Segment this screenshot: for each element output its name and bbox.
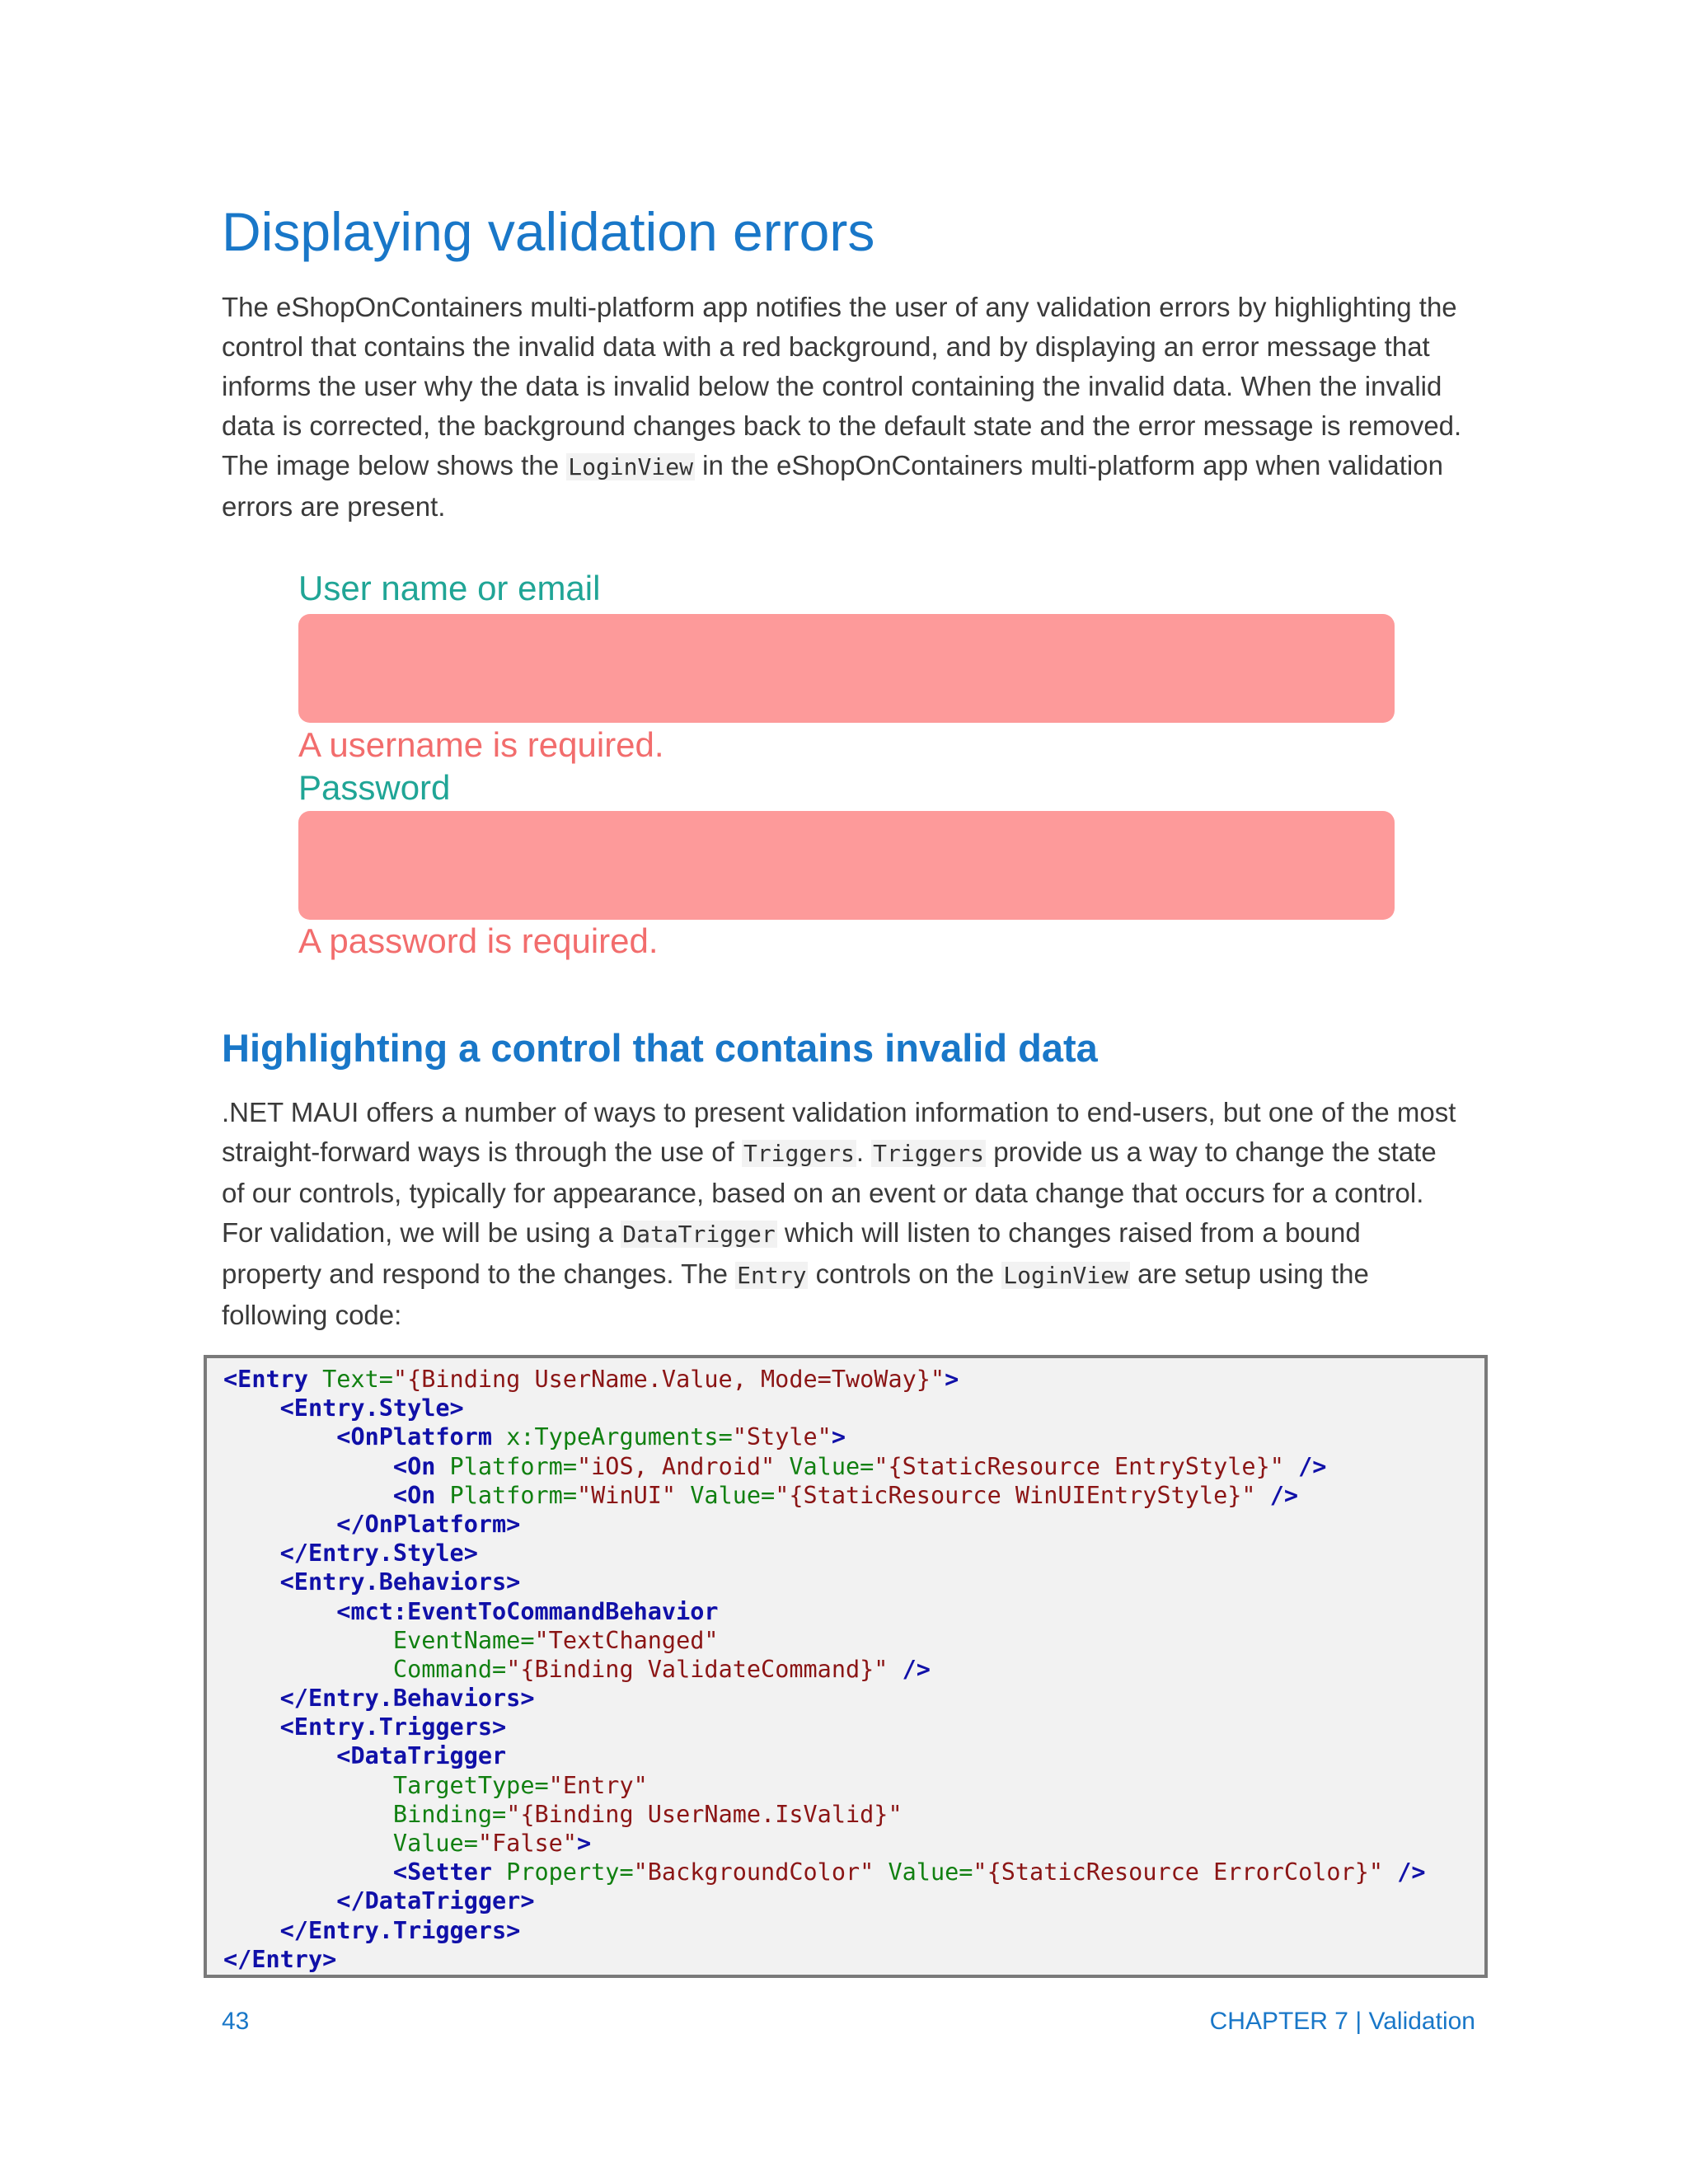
- code-token: Command=: [392, 1655, 507, 1683]
- code-token: />: [1283, 1452, 1327, 1480]
- inline-code-triggers-2: Triggers: [873, 1140, 985, 1167]
- inline-code-triggers: Triggers: [743, 1140, 855, 1167]
- code-token: Binding=: [392, 1800, 507, 1828]
- code-token: [223, 1598, 336, 1625]
- code-token: [223, 1453, 393, 1480]
- code-token: Platform=: [435, 1452, 577, 1480]
- code-token: </Entry.Style>: [279, 1540, 478, 1568]
- code-token: "{Binding ValidateCommand}": [506, 1655, 889, 1683]
- inline-code-datatrigger: DataTrigger: [622, 1221, 776, 1248]
- code-token: >: [576, 1830, 592, 1857]
- login-validation-figure: [298, 569, 1395, 981]
- code-token: />: [1383, 1858, 1426, 1886]
- code-line: [223, 1684, 1484, 1713]
- code-token: [223, 1742, 336, 1769]
- code-token: Value=: [775, 1452, 874, 1480]
- code-line: [223, 1829, 1484, 1858]
- code-line: [223, 1858, 1484, 1886]
- code-token: [223, 1801, 393, 1828]
- code-token: [223, 1568, 280, 1596]
- chapter-number: CHAPTER 7: [1209, 2008, 1348, 2035]
- code-token: [223, 1917, 280, 1944]
- chapter-footer: [1210, 2008, 1475, 2036]
- code-token: <mct:EventToCommandBehavior: [336, 1597, 719, 1625]
- code-token: <Entry.Triggers>: [279, 1713, 507, 1741]
- code-token: />: [1255, 1481, 1299, 1509]
- code-token: "{StaticResource ErrorColor}": [973, 1858, 1384, 1886]
- page-number: 43: [222, 2008, 250, 2035]
- code-line: [223, 1626, 1484, 1655]
- xaml-code-block: [204, 1355, 1488, 1978]
- intro-text-2: in the eShopOnContainers multi-platform app when validation errors are present.: [222, 450, 1443, 522]
- code-line: [223, 1481, 1484, 1510]
- section-text-4: which will listen to changes raised from a bound property and respond to the changes. The: [222, 1217, 1361, 1289]
- code-token: [223, 1511, 336, 1538]
- code-token: [223, 1627, 393, 1654]
- code-token: Text=: [307, 1366, 393, 1393]
- intro-text-1: The eShopOnContainers multi-platform app notifies the user of any validation errors by highlighting the control that contains the invalid data with a red background, and by displaying an error message that informs the user why the data is invalid below the control containing the invalid data. When the invalid data is corrected, the background changes back to the default state and the error message is removed. The image below shows the: [222, 292, 1462, 480]
- code-line: [223, 1800, 1484, 1829]
- section-text-3: provide us a way to change the state of our controls, typically for appearance, based on an event or data change that occurs for a control. For validation, we will be using a: [222, 1137, 1437, 1248]
- inline-code-entry: Entry: [737, 1262, 807, 1289]
- code-token: Value=: [874, 1858, 973, 1886]
- code-token: [223, 1713, 280, 1741]
- code-token: <Entry.Behaviors>: [279, 1568, 521, 1596]
- code-line: [223, 1886, 1484, 1915]
- code-line: [223, 1452, 1484, 1481]
- code-line: [223, 1394, 1484, 1422]
- username-entry-field[interactable]: [298, 614, 1395, 723]
- code-line: [223, 1916, 1484, 1945]
- code-line: [223, 1365, 1484, 1394]
- code-token: [223, 1830, 393, 1857]
- code-line: [223, 1422, 1484, 1451]
- section-text-2: .: [856, 1137, 872, 1167]
- code-token: </DataTrigger>: [336, 1887, 535, 1915]
- code-token: Property=: [492, 1858, 634, 1886]
- section-text-6: are setup using the following code:: [222, 1258, 1369, 1330]
- username-error-message: A username is required.: [298, 725, 664, 764]
- code-token: [223, 1482, 393, 1509]
- code-token: TargetType=: [392, 1771, 549, 1799]
- code-token: "WinUI": [576, 1481, 677, 1509]
- code-token: "Style": [732, 1423, 832, 1451]
- section-paragraph: [222, 1093, 1466, 1335]
- code-token: <Entry: [223, 1366, 308, 1393]
- password-error-message: A password is required.: [298, 921, 659, 960]
- code-token: <OnPlatform: [336, 1423, 493, 1451]
- code-token: />: [888, 1655, 931, 1683]
- code-token: "BackgroundColor": [633, 1858, 874, 1886]
- code-token: </Entry>: [223, 1945, 337, 1973]
- chapter-title: Validation: [1368, 2008, 1475, 2035]
- code-line: [223, 1539, 1484, 1568]
- code-token: [223, 1423, 336, 1451]
- code-token: [223, 1656, 393, 1683]
- code-token: [223, 1772, 393, 1799]
- code-line: [223, 1741, 1484, 1770]
- code-token: "{StaticResource EntryStyle}": [874, 1452, 1284, 1480]
- password-label: Password: [298, 768, 451, 807]
- inline-code-loginview: LoginView: [568, 453, 693, 480]
- code-token: "{StaticResource WinUIEntryStyle}": [775, 1481, 1256, 1509]
- code-token: <On: [392, 1452, 436, 1480]
- code-token: [223, 1858, 393, 1886]
- code-line: [223, 1655, 1484, 1684]
- section-text-5: controls on the: [808, 1258, 1002, 1289]
- section-heading: Highlighting a control that contains invalid data: [222, 1026, 1098, 1070]
- code-token: >: [831, 1423, 846, 1451]
- code-token: "{Binding UserName.Value, Mode=TwoWay}": [392, 1366, 945, 1393]
- code-token: <Setter: [392, 1858, 493, 1886]
- code-token: "False": [477, 1830, 577, 1857]
- code-line: [223, 1568, 1484, 1596]
- password-entry-field[interactable]: [298, 811, 1395, 920]
- code-token: Platform=: [435, 1481, 577, 1509]
- code-line: [223, 1713, 1484, 1741]
- inline-code-loginview-2: LoginView: [1003, 1262, 1128, 1289]
- footer-separator: |: [1348, 2008, 1369, 2035]
- code-token: [223, 1887, 336, 1915]
- code-token: "{Binding UserName.IsValid}": [506, 1800, 903, 1828]
- code-token: <Entry.Style>: [279, 1394, 464, 1422]
- code-token: x:TypeArguments=: [492, 1423, 733, 1451]
- code-token: [223, 1685, 280, 1712]
- code-token: "Entry": [548, 1771, 648, 1799]
- code-token: </Entry.Triggers>: [279, 1916, 521, 1944]
- code-line: [223, 1510, 1484, 1539]
- code-line: [223, 1597, 1484, 1626]
- code-token: Value=: [676, 1481, 776, 1509]
- code-token: [223, 1394, 280, 1422]
- code-token: "iOS, Android": [576, 1452, 776, 1480]
- intro-paragraph: [222, 288, 1466, 527]
- code-token: "TextChanged": [534, 1626, 719, 1654]
- code-line: [223, 1945, 1484, 1974]
- code-token: <DataTrigger: [336, 1742, 507, 1770]
- page-title: Displaying validation errors: [222, 201, 875, 262]
- code-token: Value=: [392, 1830, 478, 1857]
- username-label: User name or email: [298, 569, 601, 607]
- code-token: [223, 1540, 280, 1567]
- code-token: </OnPlatform>: [336, 1510, 521, 1538]
- code-token: <On: [392, 1481, 436, 1509]
- code-line: [223, 1771, 1484, 1800]
- section-text-1: .NET MAUI offers a number of ways to present validation information to end-users, but one of the most straight-forward ways is through the use of: [222, 1097, 1456, 1167]
- code-token: EventName=: [392, 1626, 535, 1654]
- code-token: </Entry.Behaviors>: [279, 1685, 535, 1713]
- code-token: >: [945, 1366, 959, 1393]
